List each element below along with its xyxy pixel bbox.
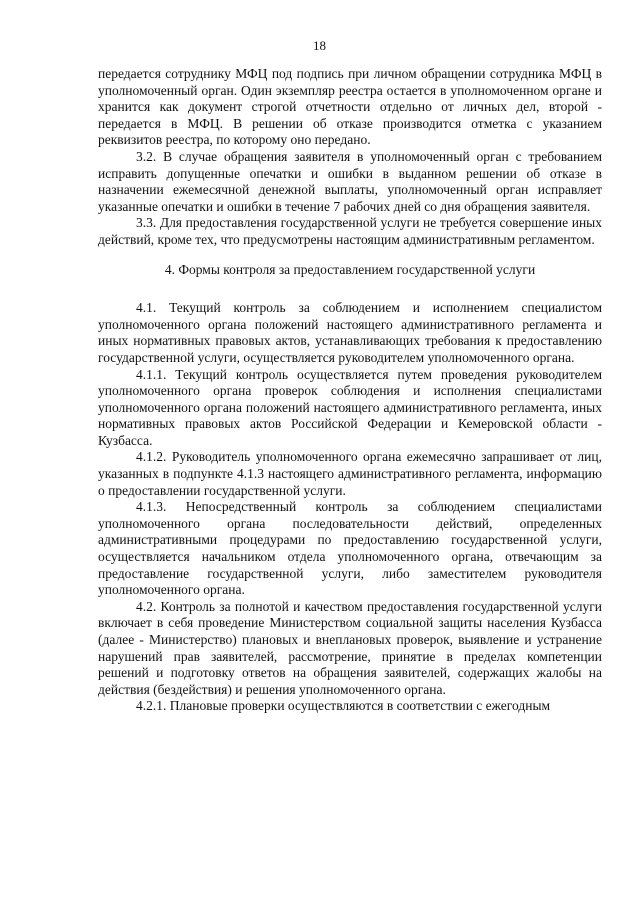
document-body (98, 66, 602, 715)
paragraph-4-1-1: 4.1.1. Текущий контроль осуществляется путем проведения руководителем уполномоченного органа проверок соблюдения и исполнения специалистами уполномоченного органа положений настоящего административного регламента, иных нормативных правовых актов Российской Федерации и Кемеровской области - Кузбасса. (98, 366, 602, 448)
paragraph-4-1-3: 4.1.3. Непосредственный контроль за соблюдением специалистами уполномоченного органа последовательности действий, определенных административными процедурами по предоставлению государственной услуги, осуществляется начальником отдела уполномоченного органа, отвечающим за предоставление государственной услуги, либо заместителем руководителя уполномоченного органа. (98, 499, 602, 598)
paragraph-continuation: передается сотруднику МФЦ под подпись при личном обращении сотрудника МФЦ в уполномоченный орган. Один экземпляр реестра остается в уполномоченном органе и хранится как документ строгой отчетности отдельно от личных дел, второй - передается в МФЦ. В решении об отказе производится отметка с указанием реквизитов реестра, по которому оно передано. (98, 66, 602, 148)
paragraph-4-1: 4.1. Текущий контроль за соблюдением и исполнением специалистом уполномоченного органа положений настоящего административного регламента и иных нормативных правовых актов, устанавливающих требования к предоставлению государственной услуги, осуществляется руководителем уполномоченного органа. (98, 300, 602, 365)
paragraph-3-2: 3.2. В случае обращения заявителя в уполномоченный орган с требованием исправить допущенные опечатки и ошибки в выданном решении об отказе в назначении ежемесячной денежной выплаты, уполномоченный орган исправляет указанные опечатки и ошибки в течение 7 рабочих дней со дня обращения заявителя. (98, 148, 602, 214)
paragraph-3-3: 3.3. Для предоставления государственной услуги не требуется совершение иных действий, кроме тех, что предусмотрены настоящим административным регламентом. (98, 215, 602, 247)
paragraph-4-1-2: 4.1.2. Руководитель уполномоченного органа ежемесячно запрашивает от лиц, указанных в подпункте 4.1.3 настоящего административного регламента, информацию о предоставлении государственной услуги. (98, 449, 602, 498)
paragraph-4-2: 4.2. Контроль за полнотой и качеством предоставления государственной услуги включает в себя проведение Министерством социальной защиты населения Кузбасса (далее - Министерство) плановых и внеплановых проверок, выявление и устранение нарушений прав заявителей, рассмотрение, принятие в пределах компетенции решений и подготовку ответов на обращения заявителей, содержащих жалобы на действия (бездействия) и решения уполномоченного органа. (98, 598, 602, 697)
section-heading: 4. Формы контроля за предоставлением государственной услуги (164, 261, 536, 277)
page-number: 18 (313, 38, 326, 53)
paragraph-4-2-1: 4.2.1. Плановые проверки осуществляются в соответствии с ежегодным (136, 698, 551, 714)
